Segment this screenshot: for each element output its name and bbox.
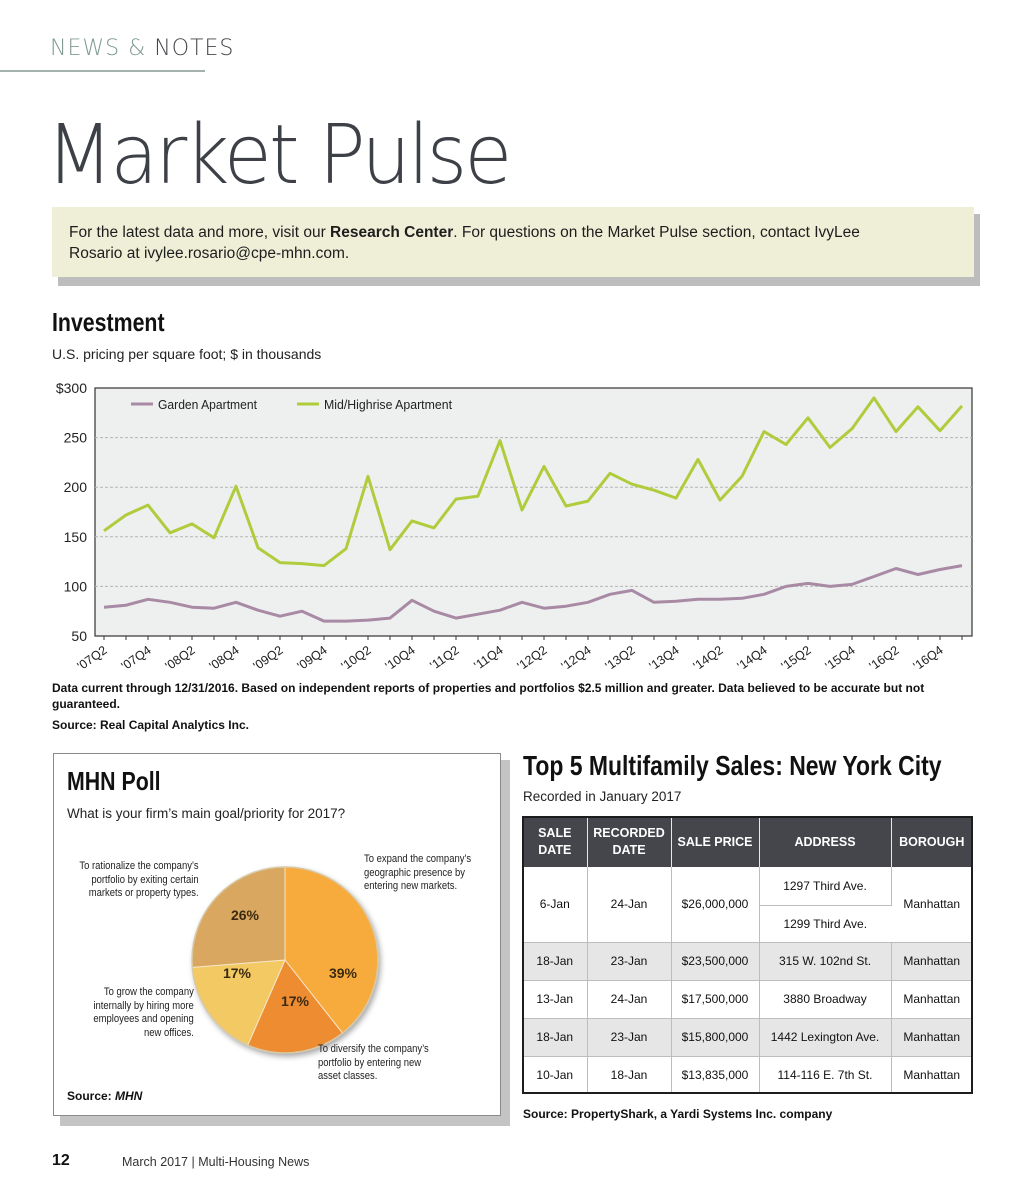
cell-address: 1297 Third Ave. [759, 867, 891, 905]
col-sale-date: SALE DATE [523, 817, 587, 867]
cell-sale-price: $17,500,000 [671, 980, 759, 1018]
cell-sale-price: $13,835,000 [671, 1056, 759, 1094]
cell-address: 315 W. 102nd St. [759, 942, 891, 980]
section-tag-part2: NOTES [154, 36, 235, 61]
poll-label-diversify: To diversify the company’s portfolio by entering new asset classes. [318, 1043, 429, 1082]
poll-label-rationalize: To rationalize the company’s portfolio by exiting certain markets or property types. [79, 860, 199, 899]
x-tick-label: '10Q2 [338, 642, 374, 674]
x-tick-label: '13Q4 [646, 642, 682, 674]
pie-slices [192, 867, 378, 1053]
cell-sale-date: 6-Jan [523, 867, 587, 942]
x-tick-label: '12Q4 [558, 642, 594, 674]
x-tick-label: '09Q4 [294, 642, 330, 674]
x-tick-label: '11Q4 [471, 642, 506, 673]
cell-sale-price: $23,500,000 [671, 942, 759, 980]
cell-sale-price: $15,800,000 [671, 1018, 759, 1056]
poll-title: MHN Poll [67, 766, 161, 796]
col-address: ADDRESS [759, 817, 891, 867]
cell-sale-date: 18-Jan [523, 942, 587, 980]
cell-borough: Manhattan [903, 1068, 961, 1083]
x-tick-label: '08Q2 [162, 642, 198, 674]
cell-address: 1299 Third Ave. [759, 905, 891, 942]
cell-address: 114-116 E. 7th St. [759, 1056, 891, 1094]
pie-slice-label: 17% [280, 993, 310, 1009]
footer-text: March 2017 | Multi-Housing News [122, 1155, 310, 1169]
cell-recorded-date: 24-Jan [587, 980, 671, 1018]
investment-subheading: U.S. pricing per square foot; $ in thousands [52, 346, 322, 362]
cell-borough: Manhattan [891, 1018, 972, 1056]
cell-recorded-date: 24-Jan [587, 867, 671, 942]
cell-borough: Manhattan [891, 942, 972, 980]
x-tick-label: '08Q4 [206, 642, 242, 674]
investment-heading: Investment [52, 307, 165, 337]
col-sale-price: SALE PRICE [671, 817, 759, 867]
poll-source: Source: MHN [67, 1089, 143, 1103]
y-tick-label: 250 [63, 429, 87, 446]
col-borough: BOROUGH [891, 817, 972, 867]
cell-recorded-date: 23-Jan [587, 942, 671, 980]
chart-footnote: Data current through 12/31/2016. Based on independent reports of properties and portfolios $2.5 million and greater. Data believed to be accurate but not guaranteed. [52, 681, 925, 711]
table-header-row [523, 817, 972, 867]
pie-slice-label: 26% [230, 907, 260, 923]
x-tick-label: '16Q2 [866, 642, 902, 674]
legend-label: Mid/Highrise Apartment [324, 397, 453, 412]
x-tick-label: '07Q4 [118, 642, 154, 674]
sales-subtitle: Recorded in January 2017 [523, 789, 682, 804]
y-tick-label: 200 [63, 479, 87, 496]
cell-borough: Manhattan [891, 867, 972, 942]
cell-recorded-date: 18-Jan [587, 1056, 671, 1094]
table-row [523, 980, 972, 1018]
note-text-post2: Rosario at ivylee.rosario@cpe-mhn.com. [69, 245, 350, 262]
poll-pie-chart [180, 855, 390, 1065]
sales-source: Source: PropertyShark, a Yardi Systems Inc. company [523, 1107, 833, 1121]
chart-source: Source: Real Capital Analytics Inc. [52, 718, 249, 732]
cell-sale-date: 18-Jan [523, 1018, 587, 1056]
sales-table [523, 817, 972, 1094]
page-number: 12 [52, 1152, 70, 1169]
pie-slice-label: 17% [222, 965, 252, 981]
table-row [523, 942, 972, 980]
note-text-pre: For the latest data and more, visit our [69, 224, 331, 241]
x-tick-label: '07Q2 [74, 642, 110, 674]
cell-recorded-date: 23-Jan [587, 1018, 671, 1056]
pie-slice-label: 39% [328, 965, 358, 981]
section-tag [50, 36, 234, 61]
page-title: Market Pulse [46, 108, 510, 203]
note-text-post1: . For questions on the Market Pulse section, contact IvyLee [453, 224, 860, 241]
section-tag-part1: NEWS & [50, 36, 147, 61]
x-tick-label: '11Q2 [427, 642, 462, 673]
x-tick-label: '09Q2 [250, 642, 286, 674]
cell-sale-price: $26,000,000 [671, 867, 759, 942]
x-tick-label: '16Q4 [910, 642, 946, 674]
x-tick-label: '10Q4 [382, 642, 418, 674]
section-rule [0, 70, 205, 72]
y-tick-label: 100 [63, 578, 87, 595]
research-center-link[interactable]: Research Center [330, 224, 454, 241]
poll-label-grow: To grow the company internally by hiring more employees and opening new offices. [93, 986, 194, 1039]
cell-sale-date: 13-Jan [523, 980, 587, 1018]
sales-title: Top 5 Multifamily Sales: New York City [523, 750, 942, 781]
table-row [523, 1056, 972, 1094]
poll-label-expand: To expand the company’s geographic presence by entering new markets. [364, 853, 472, 892]
legend-label: Garden Apartment [158, 397, 258, 412]
col-recorded-date: RECORDED DATE [587, 817, 671, 867]
y-tick-label: 50 [71, 628, 87, 644]
x-tick-label: '14Q4 [734, 642, 770, 674]
note-box [52, 207, 974, 277]
cell-borough: Manhattan [891, 980, 972, 1018]
cell-sale-date: 10-Jan [523, 1056, 587, 1094]
cell-address: 1442 Lexington Ave. [759, 1018, 891, 1056]
table-row [523, 1018, 972, 1056]
x-tick-label: '15Q4 [822, 642, 858, 674]
y-tick-label: 150 [63, 528, 87, 545]
y-tick-label: $300 [55, 380, 87, 396]
investment-line-chart [0, 370, 1024, 682]
x-tick-label: '12Q2 [514, 642, 550, 674]
x-tick-label: '13Q2 [602, 642, 638, 674]
cell-address: 3880 Broadway [759, 980, 891, 1018]
table-row [523, 867, 972, 905]
x-tick-label: '14Q2 [690, 642, 726, 674]
poll-question: What is your firm’s main goal/priority for 2017? [67, 806, 346, 821]
x-tick-label: '15Q2 [778, 642, 814, 674]
